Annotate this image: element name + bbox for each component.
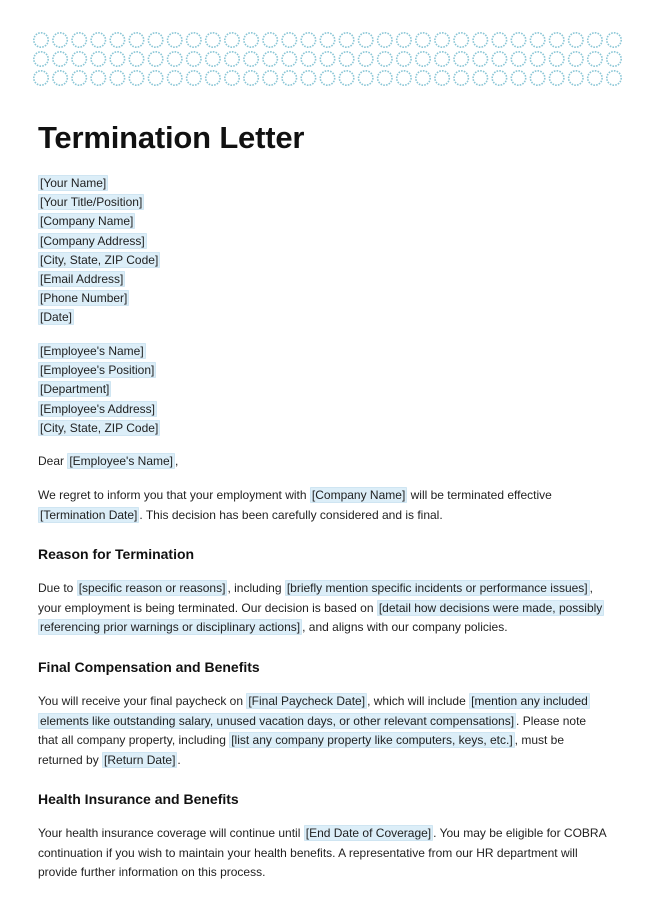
greeting-name: [Employee's Name] xyxy=(69,454,174,468)
sender-title: [Your Title/Position] xyxy=(40,195,143,210)
banner-circle xyxy=(110,71,124,85)
compensation-paragraph: You will receive your final paycheck on [Final Paycheck Date] , which will include [mention any included elements like outstanding salary, unused vacation days, or other relevant compensations] . Please note that all company property, including [list any company property like computers, keys, etc.] , must be returned by [Return Date] . xyxy=(38,694,588,767)
section-heading-reason: Reason for Termination xyxy=(38,546,195,562)
banner-circle xyxy=(569,33,583,47)
banner-circle xyxy=(301,33,315,47)
banner-circle xyxy=(225,71,239,85)
banner-circle xyxy=(511,33,525,47)
page-title: Termination Letter xyxy=(38,120,305,155)
banner-circle xyxy=(359,52,373,66)
placeholder-incidents: [briefly mention specific incidents or performance issues] xyxy=(286,581,588,595)
banner-circle xyxy=(378,33,392,47)
banner-circle xyxy=(263,33,277,47)
banner-circle xyxy=(206,71,220,85)
banner-circle xyxy=(530,71,544,85)
banner-circle xyxy=(550,71,564,85)
banner-circle xyxy=(282,33,296,47)
placeholder-included-elements-cont: elements like outstanding salary, unused vacation days, or other relevant compensations] xyxy=(40,713,515,728)
banner-circle xyxy=(339,71,353,85)
banner-circle xyxy=(168,71,182,85)
banner-circle xyxy=(492,52,506,66)
banner-circle xyxy=(168,33,182,47)
banner-circle xyxy=(359,71,373,85)
banner-circle xyxy=(492,33,506,47)
banner-circle xyxy=(416,52,430,66)
banner-circle xyxy=(91,33,105,47)
banner-circle xyxy=(53,52,67,66)
decorative-circle-banner xyxy=(32,30,622,88)
banner-circle xyxy=(435,33,449,47)
banner-circle xyxy=(320,71,334,85)
sender-name: [Your Name] xyxy=(40,176,107,190)
sender-city: [City, State, ZIP Code] xyxy=(40,252,159,267)
banner-circle xyxy=(244,52,258,66)
sender-company: [Company Name] xyxy=(40,214,134,229)
banner-circle xyxy=(91,52,105,66)
section-heading-compensation: Final Compensation and Benefits xyxy=(38,659,260,675)
placeholder-decision-detail: [detail how decisions were made, possibly xyxy=(378,600,603,615)
banner-circle xyxy=(550,52,564,66)
banner-circle xyxy=(168,52,182,66)
sender-email: [Email Address] xyxy=(40,272,124,287)
greeting: Dear [Employee's Name] , xyxy=(38,454,179,468)
banner-circle xyxy=(282,52,296,66)
intro-paragraph: We regret to inform you that your employment with [Company Name] will be terminated effective [Termination Date] . This decision has been carefully considered and is final. xyxy=(38,488,552,522)
recipient-position: [Employee's Position] xyxy=(40,363,155,378)
banner-circle xyxy=(225,52,239,66)
banner-circle xyxy=(473,33,487,47)
placeholder-company-property: [list any company property like computers, keys, etc.] xyxy=(231,733,513,747)
banner-circle xyxy=(263,52,277,66)
banner-circle xyxy=(416,33,430,47)
banner-circle xyxy=(53,33,67,47)
banner-circle xyxy=(530,52,544,66)
banner-circle xyxy=(339,52,353,66)
placeholder-reason: [specific reason or reasons] xyxy=(78,581,226,595)
banner-circle xyxy=(148,52,162,66)
banner-circle xyxy=(206,52,220,66)
banner-circle xyxy=(511,52,525,66)
banner-circle xyxy=(511,71,525,85)
banner-circle xyxy=(187,71,201,85)
banner-circle xyxy=(187,52,201,66)
banner-circle xyxy=(129,71,143,85)
banner-circle xyxy=(454,71,468,85)
banner-circle xyxy=(339,33,353,47)
banner-circle xyxy=(473,52,487,66)
banner-circle xyxy=(569,71,583,85)
banner-circle xyxy=(225,33,239,47)
banner-circle xyxy=(550,33,564,47)
banner-circle xyxy=(607,33,621,47)
banner-circle xyxy=(148,71,162,85)
banner-circle xyxy=(397,71,411,85)
banner-circle xyxy=(301,71,315,85)
banner-circle xyxy=(301,52,315,66)
banner-circle xyxy=(397,52,411,66)
banner-circle xyxy=(110,52,124,66)
banner-circle xyxy=(282,71,296,85)
banner-circle xyxy=(607,52,621,66)
banner-circle xyxy=(588,52,602,66)
banner-circle xyxy=(148,33,162,47)
banner-circle xyxy=(34,33,48,47)
sender-address: [Company Address] xyxy=(40,233,145,248)
banner-circle xyxy=(588,33,602,47)
banner-circle xyxy=(435,52,449,66)
banner-circle xyxy=(492,71,506,85)
sender-date: [Date] xyxy=(40,310,73,325)
banner-circle xyxy=(34,71,48,85)
banner-circle xyxy=(263,71,277,85)
sender-phone: [Phone Number] xyxy=(40,291,128,306)
recipient-name: [Employee's Name] xyxy=(40,344,144,358)
reason-paragraph: Due to [specific reason or reasons] , including [briefly mention specific incidents or performance issues] , your employment is being terminated. Our decision is based on [detail how decisions were made, possibly referencing prior warnings or disciplinary actions] , and aligns with our company policies. xyxy=(38,581,603,634)
banner-circle xyxy=(91,71,105,85)
banner-circle xyxy=(72,52,86,66)
banner-circle xyxy=(435,71,449,85)
banner-circle xyxy=(454,33,468,47)
placeholder-coverage-end-date: [End Date of Coverage] xyxy=(305,826,432,840)
banner-circle xyxy=(244,71,258,85)
banner-circle xyxy=(320,33,334,47)
placeholder-paycheck-date: [Final Paycheck Date] xyxy=(248,694,366,708)
banner-circle xyxy=(320,52,334,66)
banner-circle xyxy=(34,52,48,66)
banner-circle xyxy=(378,71,392,85)
banner-circle xyxy=(473,71,487,85)
health-paragraph: Your health insurance coverage will continue until [End Date of Coverage] . You may be eligible for COBRA continuation if you wish to maintain your health benefits. A representative from our HR department will provide further information on this process. xyxy=(38,826,607,879)
banner-circle xyxy=(416,71,430,85)
banner-circle xyxy=(454,52,468,66)
banner-circle xyxy=(206,33,220,47)
recipient-address: [Employee's Address] xyxy=(40,401,156,416)
banner-circle xyxy=(129,52,143,66)
banner-circle xyxy=(110,33,124,47)
banner-circle xyxy=(187,33,201,47)
placeholder-included-elements: [mention any included xyxy=(471,694,588,708)
placeholder-termination-date: [Termination Date] xyxy=(40,507,138,522)
banner-circle xyxy=(72,33,86,47)
recipient-address-block xyxy=(38,342,160,438)
banner-circle xyxy=(359,33,373,47)
banner-circle xyxy=(129,33,143,47)
banner-circle xyxy=(72,71,86,85)
banner-circle xyxy=(53,71,67,85)
banner-circle xyxy=(244,33,258,47)
banner-circle xyxy=(607,71,621,85)
banner-circle xyxy=(378,52,392,66)
banner-circle xyxy=(397,33,411,47)
placeholder-company-name: [Company Name] xyxy=(311,488,406,502)
banner-circle xyxy=(530,33,544,47)
recipient-city: [City, State, ZIP Code] xyxy=(40,420,159,435)
banner-circle xyxy=(588,71,602,85)
section-heading-health: Health Insurance and Benefits xyxy=(38,791,239,807)
placeholder-return-date: [Return Date] xyxy=(104,752,176,767)
sender-address-block xyxy=(38,174,160,328)
banner-circle xyxy=(569,52,583,66)
placeholder-decision-detail-cont: referencing prior warnings or disciplinary actions] xyxy=(40,620,301,634)
recipient-department: [Department] xyxy=(40,382,110,397)
